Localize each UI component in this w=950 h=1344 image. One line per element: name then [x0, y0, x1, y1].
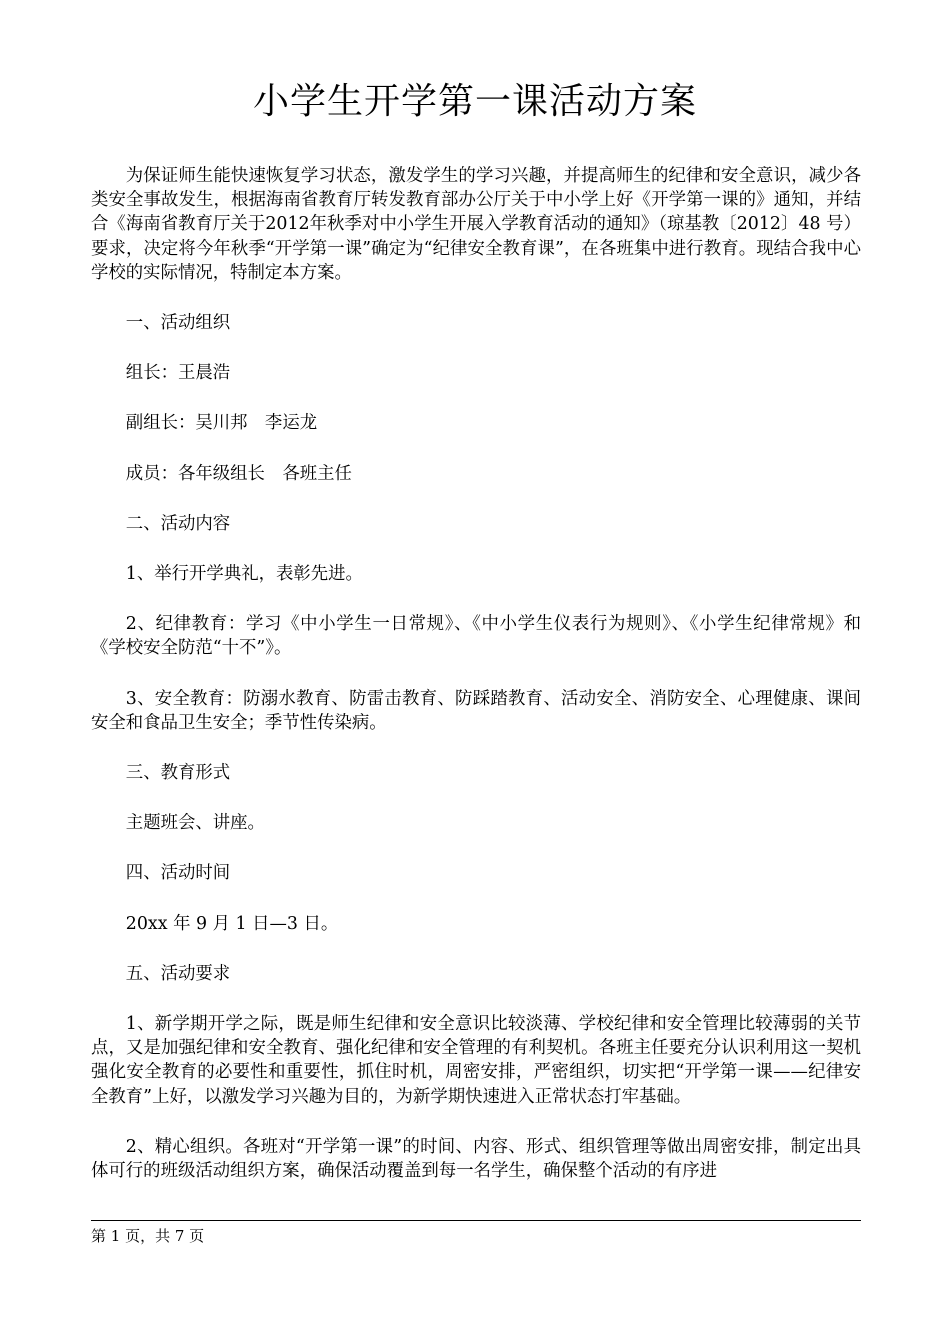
requirement-item-1: 1、新学期开学之际，既是师生纪律和安全意识比较淡薄、学校纪律和安全管理比较薄弱的关节点，又是加强纪律和安全教育、强化纪律和安全管理的有利契机。各班主任要充分认识利用这一契机强化安全教育的必要性和重要性，抓住时机，周密安排，严密组织，切实把“开学第一课——纪律安全教育”上好，以激发学习兴趣为目的，为新学期快速进入正常状态打牢基础。: [91, 1014, 861, 1107]
time-line: 20xx 年 9 月 1 日—3 日。: [125, 913, 339, 934]
content-item-1: 1、举行开学典礼，表彰先进。: [125, 564, 363, 585]
section-heading-requirements: 五、活动要求: [125, 963, 231, 984]
group-leader-line: 组长：王晨浩: [125, 363, 231, 384]
content-item-2: 2、纪律教育：学习《中小学生一日常规》、《中小学生仪表行为规则》、《小学生纪律常规》和《学校安全防范“十不”》。: [91, 614, 861, 659]
section-heading-form: 三、教育形式: [125, 763, 231, 784]
requirement-item-2: 2、精心组织。各班对“开学第一课”的时间、内容、形式、组织管理等做出周密安排，制定出具体可行的班级活动组织方案，确保活动覆盖到每一名学生，确保整个活动的有序进: [91, 1136, 861, 1182]
section-heading-content: 二、活动内容: [125, 513, 231, 534]
footer-divider: [91, 1220, 861, 1221]
intro-paragraph: 为保证师生能快速恢复学习状态，激发学生的学习兴趣，并提高师生的纪律和安全意识，减少各类安全事故发生，根据海南省教育厅转发教育部办公厅关于中小学上好《开学第一课的》通知，并结合《海南省教育厅关于2012年秋季对中小学生开展入学教育活动的通知》（琼基教〔2012〕48 号）要求，决定将今年秋季“开学第一课”确定为“纪律安全教育课”，在各班集中进行教育。现结合我中心学校的实际情况，特制定本方案。: [91, 166, 861, 283]
document-title: 小学生开学第一课活动方案: [252, 81, 697, 122]
document-body: [91, 164, 861, 1183]
deputy-leader-line: 副组长：吴川邦 李运龙: [125, 413, 318, 434]
page-number: 第 1 页，共 7 页: [91, 1227, 205, 1245]
form-line: 主题班会、讲座。: [125, 813, 265, 834]
section-heading-organization: 一、活动组织: [125, 313, 231, 334]
content-item-3: 3、安全教育：防溺水教育、防雷击教育、防踩踏教育、活动安全、消防安全、心理健康、课间安全和食品卫生安全；季节性传染病。: [91, 688, 861, 733]
section-heading-time: 四、活动时间: [125, 863, 231, 884]
members-line: 成员：各年级组长 各班主任: [125, 463, 352, 484]
